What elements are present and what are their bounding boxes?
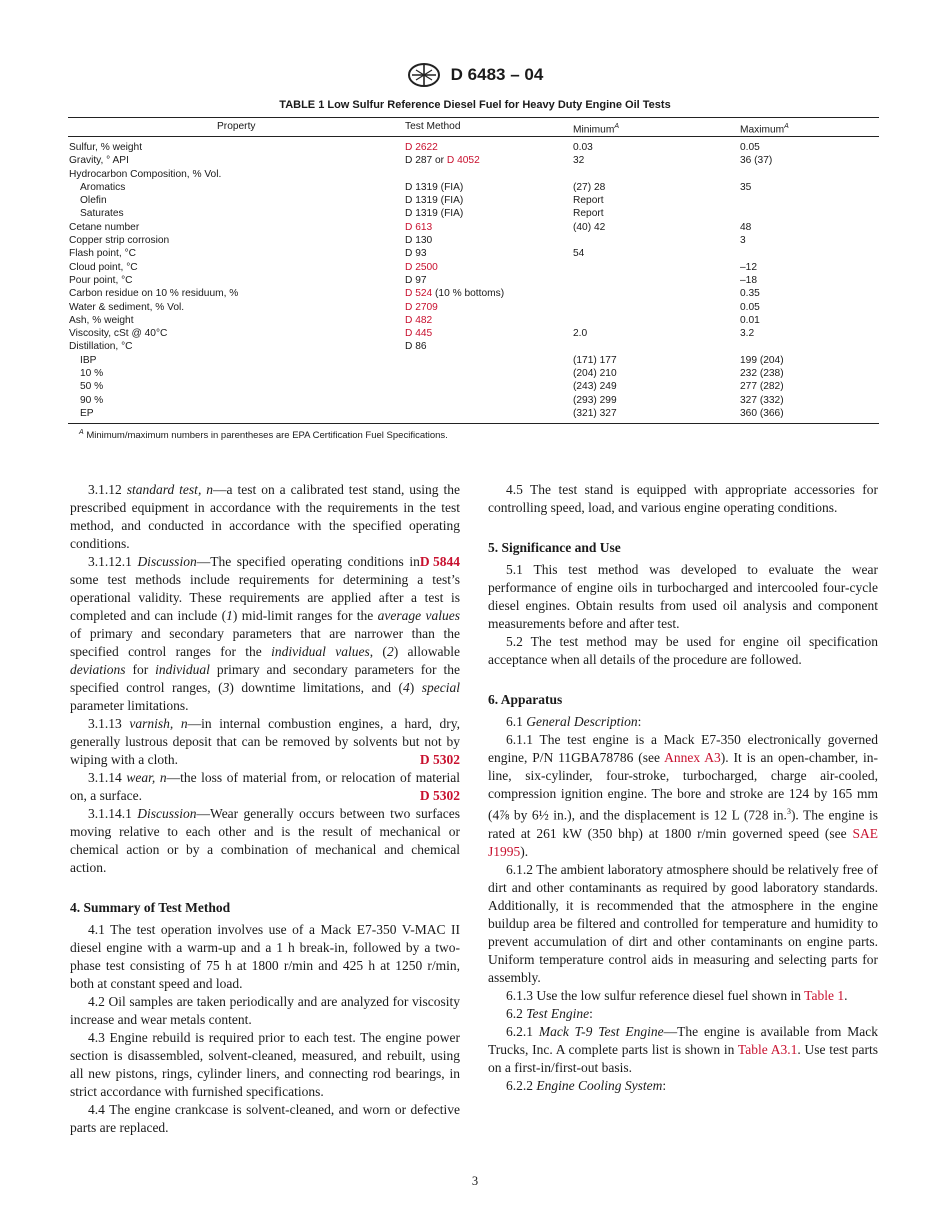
para-6-2-2: 6.2.2 Engine Cooling System: <box>506 1077 667 1093</box>
cell-test-method: D 1319 (FIA) <box>405 181 464 193</box>
para-6-1: 6.1 General Description: <box>506 714 642 729</box>
cell-maximum: 48 <box>740 221 752 233</box>
cell-property: Pour point, °C <box>69 274 133 286</box>
table-body <box>68 141 879 420</box>
table-footnote: $^A$ Minimum/maximum numbers in parentheses are EPA Certification Fuel Specifications. <box>79 429 448 442</box>
cell-test-method[interactable]: D 2709 <box>405 301 438 313</box>
col-header-minimum: Minimum$^A$ <box>573 123 619 136</box>
cell-minimum: (204) 210 <box>573 368 617 380</box>
cell-maximum: –18 <box>740 274 757 286</box>
cell-maximum: 0.35 <box>740 288 760 300</box>
para-3-1-12-1: 3.1.12.1 Discussion—The specified operating conditions in some test methods include requirements for determining a test’s operational validity. These requirements are applied after a test is completed and can include (1) mid-limit ranges for the average values of primary and secondary parameters that are narrower than the specified control ranges for the individual values, (2) allowable deviations for individual primary and secondary parameters for the specified control ranges, (3) downtime limitations, and (4) special parameter limitations. <box>70 554 461 713</box>
para-6-2: 6.2 Test Engine: <box>506 1005 593 1021</box>
cell-property: 90 % <box>80 394 104 406</box>
cell-maximum: 199 (204) <box>740 354 784 366</box>
table-row <box>68 394 879 407</box>
table-row <box>68 340 879 353</box>
cell-test-method[interactable]: D 2500 <box>405 261 438 273</box>
table-row <box>68 380 879 393</box>
para-6-1-2: 6.1.2 The ambient laboratory atmosphere should be relatively free of dirt and other contaminants as required by good laboratory standards. Additionally, it is recommended that the atmosphere in the engine buildup area be filtered and controlled for temperature and humidity to prevent accumulation of dirt and other contaminants on engine parts. Uniform temperature control aids in measuring and selecting parts for assembly. <box>488 861 878 985</box>
cell-test-method: D 86 <box>405 341 427 353</box>
cell-minimum: Report <box>573 208 604 220</box>
para-6-1-3: 6.1.3 Use the low sulfur reference diesel fuel shown in Table 1. <box>506 987 848 1003</box>
table-row <box>68 234 879 247</box>
cell-property: IBP <box>80 354 97 366</box>
cell-test-method[interactable]: D 524 (10 % bottoms) <box>405 288 505 300</box>
cell-test-method: D 97 <box>405 274 427 286</box>
para-3-1-13: 3.1.13 varnish, n—in internal combustion engines, a hard, dry, generally lustrous deposit that can be removed by solvents but not by wiping with a cloth. <box>70 716 461 767</box>
cell-minimum: (321) 327 <box>573 407 617 419</box>
para-3-1-12: 3.1.12 standard test, n—a test on a calibrated test stand, using the prescribed equipment in accordance with the requirements in the test method, and conducted in accordance with the specified operating conditions. <box>70 482 461 551</box>
table-row <box>68 354 879 367</box>
table-row <box>68 141 879 154</box>
cell-maximum: 0.05 <box>740 142 760 153</box>
col-header-maximum: Maximum$^A$ <box>740 123 789 136</box>
ref-d5302-a[interactable]: D 5302 <box>419 752 460 767</box>
para-5-1: 5.1 This test method was developed to evaluate the wear performance of engine oils in turbocharged and intercooled four-cycle diesel engines. Obtain results from used oil analysis and component measurements before and after test. <box>488 562 878 631</box>
table-row <box>68 154 879 167</box>
cell-minimum: 2.0 <box>573 328 588 340</box>
cell-maximum: 35 <box>740 181 752 193</box>
cell-property: Hydrocarbon Composition, % Vol. <box>69 168 222 180</box>
cell-maximum: 327 (332) <box>740 394 784 406</box>
table-row <box>68 181 879 194</box>
cell-property: 50 % <box>80 381 104 393</box>
cell-test-method[interactable]: D 2622 <box>405 142 438 153</box>
cell-maximum: 232 (238) <box>740 368 784 380</box>
cell-test-method[interactable]: D 613 <box>405 221 433 233</box>
table-title: TABLE 1 Low Sulfur Reference Diesel Fuel for Heavy Duty Engine Oil Tests <box>279 99 671 111</box>
cell-property: Ash, % weight <box>69 314 134 326</box>
table-row <box>68 194 879 207</box>
cell-test-method: D 1319 (FIA) <box>405 195 464 207</box>
cell-maximum: –12 <box>740 261 757 273</box>
page-header <box>0 62 950 88</box>
cell-property: EP <box>80 407 94 419</box>
heading-section-4: 4. Summary of Test Method <box>70 900 231 915</box>
cell-maximum: 3.2 <box>740 328 755 340</box>
standard-designation: D 6483 – 04 <box>450 65 544 84</box>
ref-d5302-b[interactable]: D 5302 <box>419 788 460 803</box>
cell-maximum: 0.01 <box>740 314 760 326</box>
cell-property: Copper strip corrosion <box>69 235 170 247</box>
cell-property: Flash point, °C <box>69 248 136 260</box>
cell-minimum: (27) 28 <box>573 181 606 193</box>
heading-section-6: 6. Apparatus <box>488 692 563 707</box>
cell-property: Carbon residue on 10 % residuum, % <box>69 288 239 300</box>
cell-test-method[interactable]: D 445 <box>405 328 433 340</box>
para-4-3: 4.3 Engine rebuild is required prior to each test. The engine power section is disassembled, solvent-cleaned, measured, and rebuilt, using all new pistons, rings, cylinder liners, and connecting rod bearings, in strict accordance with furnished specifications. <box>70 1030 460 1099</box>
cell-test-method: D 1319 (FIA) <box>405 208 464 220</box>
table-row <box>68 247 879 260</box>
cell-property: Gravity, ° API <box>69 155 129 167</box>
cell-minimum: 0.03 <box>573 142 593 153</box>
para-4-4: 4.4 The engine crankcase is solvent-cleaned, and worn or defective parts are replaced. <box>70 1102 460 1135</box>
cell-minimum: (293) 299 <box>573 394 617 406</box>
cell-property: Aromatics <box>80 181 126 193</box>
link-table-a3-1[interactable]: Table A3.1 <box>737 1041 798 1057</box>
para-5-2: 5.2 The test method may be used for engine oil specification acceptance when all details of the procedure are followed. <box>488 634 878 667</box>
cell-minimum: (243) 249 <box>573 381 617 393</box>
para-4-1: 4.1 The test operation involves use of a Mack E7-350 V-MAC II diesel engine with a warm-up and a 1 h break-in, followed by a two-phase test consisting of 75 h at 1800 r/min and 425 h at 1250 r/min, both at constant speed and load. <box>70 922 460 991</box>
table-row <box>68 207 879 220</box>
cell-property: 10 % <box>80 368 104 380</box>
cell-property: Viscosity, cSt @ 40°C <box>69 328 168 340</box>
table-header-row <box>68 118 879 136</box>
page-number: 3 <box>471 1174 479 1188</box>
cell-minimum: 32 <box>573 155 585 167</box>
table-row <box>68 274 879 287</box>
cell-property: Cloud point, °C <box>69 261 138 273</box>
cell-test-method: D 130 <box>405 235 433 247</box>
cell-minimum: (171) 177 <box>573 354 617 366</box>
cell-minimum: (40) 42 <box>573 221 606 233</box>
cell-minimum: Report <box>573 195 604 207</box>
link-table-1[interactable]: Table 1 <box>804 987 845 1003</box>
astm-logo-icon <box>407 62 441 88</box>
cell-maximum: 360 (366) <box>740 407 784 419</box>
table-row <box>68 168 879 181</box>
cell-test-method: D 93 <box>405 248 427 260</box>
cell-property: Distillation, °C <box>69 341 133 353</box>
col-header-property: Property <box>217 121 256 132</box>
cell-minimum: 54 <box>573 248 585 260</box>
cell-maximum: 277 (282) <box>740 381 784 393</box>
para-3-1-14: 3.1.14 wear, n—the loss of material from, or relocation of material on, a surface. <box>70 770 461 803</box>
left-column <box>70 481 460 1137</box>
cell-maximum: 0.05 <box>740 301 760 313</box>
table-row <box>68 301 879 314</box>
link-annex-a3[interactable]: Annex A3 <box>664 750 721 765</box>
fuel-spec-table <box>68 117 879 441</box>
table-row <box>68 367 879 380</box>
para-4-5: 4.5 The test stand is equipped with appropriate accessories for controlling speed, load, and various engine operating conditions. <box>488 482 878 515</box>
cell-property: Water & sediment, % Vol. <box>69 301 185 313</box>
cell-test-method[interactable]: D 482 <box>405 314 433 326</box>
cell-property: Olefin <box>80 195 107 207</box>
cell-property: Cetane number <box>69 221 140 233</box>
para-6-2-1: 6.2.1 Mack T-9 Test Engine—The engine is available from Mack Trucks, Inc. A complete parts list is shown in Table A3.1. Use test parts on a first-in/first-out basis. <box>488 1023 879 1075</box>
col-header-method: Test Method <box>405 121 461 132</box>
table-row <box>68 314 879 327</box>
link-sae-j1995[interactable]: SAE J1995 <box>488 825 878 859</box>
para-3-1-14-1: 3.1.14.1 Discussion—Wear generally occurs between two surfaces moving relative to each other and is the result of mechanical or chemical action or by a combination of mechanical and chemical action. <box>70 806 461 875</box>
table-row <box>68 407 879 420</box>
table-row <box>68 287 879 300</box>
table-row <box>68 261 879 274</box>
cell-maximum: 3 <box>740 235 746 247</box>
table-row <box>68 327 879 340</box>
cell-test-method[interactable]: D 287 or D 4052 <box>405 155 480 167</box>
table-row <box>68 221 879 234</box>
cell-property: Sulfur, % weight <box>69 142 143 153</box>
para-6-1-1: 6.1.1 The test engine is a Mack E7-350 electronically governed engine, P/N 11GBA78786 (see Annex A3). It is an open-chamber, in-line, six-cylinder, four-stroke, turbocharged, charge air-cooled, compression ignition engine. The bore and stroke are 124 by 165 mm (4⅞ by 6½ in.), and the displacement is 12 L (728 in.$^3$). The engine is rated at 261 kW (350 bhp) at 1800 r/min governed speed (see SAE J1995). <box>488 732 879 859</box>
cell-property: Saturates <box>80 208 124 220</box>
para-4-2: 4.2 Oil samples are taken periodically and are analyzed for viscosity increase and wear metals content. <box>70 994 460 1027</box>
right-column <box>488 481 878 1095</box>
ref-d5844[interactable]: D 5844 <box>419 554 460 569</box>
heading-section-5: 5. Significance and Use <box>488 540 621 555</box>
cell-maximum: 36 (37) <box>740 155 773 167</box>
